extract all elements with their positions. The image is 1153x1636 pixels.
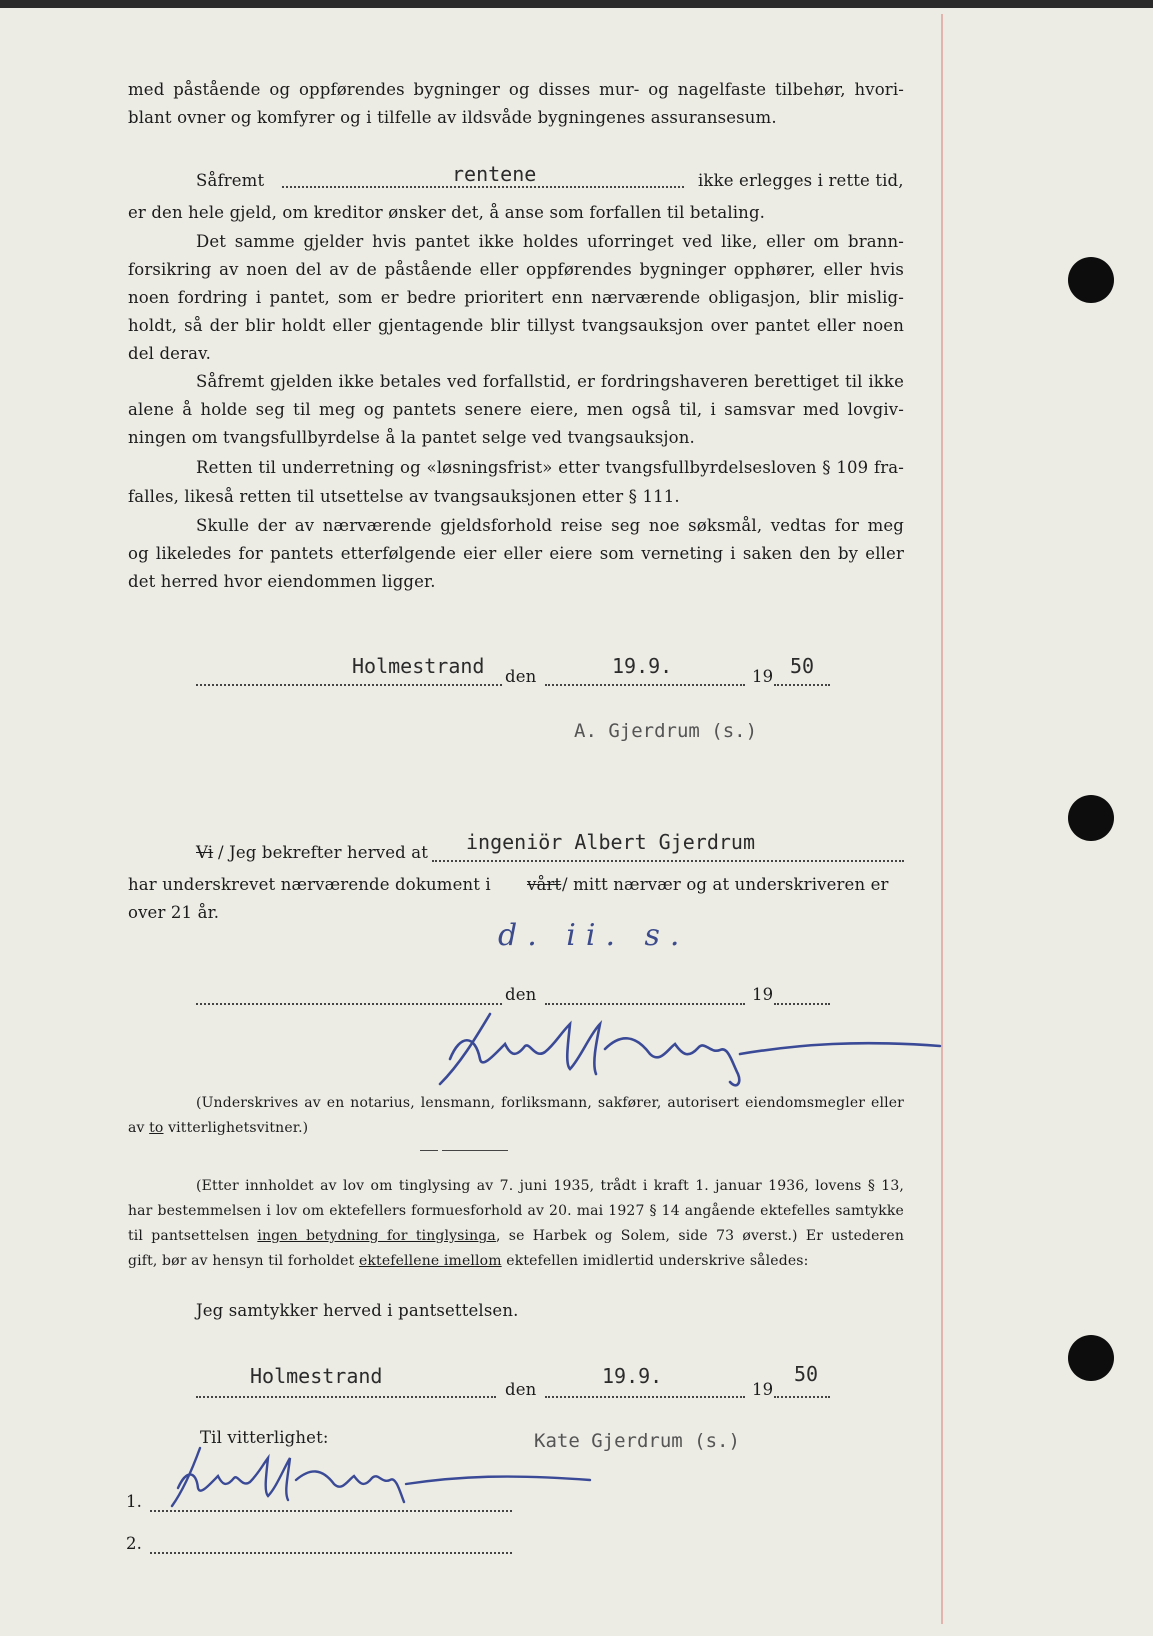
clause-6-line: det herred hvor eiendommen ligger. [128, 572, 436, 591]
fill-dots [545, 684, 745, 686]
fill-dots [545, 1396, 745, 1398]
year-prefix: 19 [752, 1380, 774, 1399]
clause-6-line: og likeledes for pantets etterfølgende eier eller eiere som verneting i saken den by eller [128, 544, 904, 563]
witness-number: 1. [126, 1492, 143, 1511]
fill-dots [196, 1396, 496, 1398]
handwritten-signature [150, 1440, 600, 1520]
fill-dots [432, 860, 904, 862]
note-1-line: (Underskrives av en notarius, lensmann, forliksmann, sakfører, autorisert eiendomsmegler eller [196, 1095, 904, 1111]
clause-1-line: med påstående og oppførendes bygninger og disses mur- og nagelfaste tilbehør, hvori- [128, 80, 904, 99]
den-label: den [505, 1380, 537, 1399]
note-2-line-2: har bestemmelsen i lov om ektefellers formuesforhold av 20. mai 1927 § 14 angående ektefelles samtykke [128, 1203, 904, 1219]
year-prefix: 19 [752, 985, 774, 1004]
punch-hole [1068, 1335, 1114, 1381]
witness-label: Til vitterlighet: [200, 1428, 329, 1447]
clause-2-prefix: Såfremt [196, 171, 265, 190]
struck-word: Vi [196, 843, 214, 862]
clause-5-line: falles, likeså retten til utsettelse av tvangsauksjonen etter § 111. [128, 487, 680, 506]
note-2-line-3b: , se Harbek og Solem, side 73 øverst.) Er ustederen [495, 1228, 904, 1244]
attest-line-2a: har underskrevet nærværende dokument i [128, 875, 491, 894]
den-label: den [505, 985, 537, 1004]
clause-3-line: noen fordring i pantet, som er bedre prioritert enn nærværende obligasjon, blir mislig- [128, 288, 904, 307]
punch-hole [1068, 795, 1114, 841]
note-2-line-4b: ektefellen imidlertid underskrive således: [506, 1253, 809, 1269]
fill-dots [774, 1396, 830, 1398]
fill-dots [774, 684, 830, 686]
date-value: 19.9. [612, 654, 673, 678]
clause-3-line: del derav. [128, 344, 212, 363]
fill-dots [196, 684, 502, 686]
place-holmestrand: Holmestrand [250, 1364, 383, 1388]
clause-5-line: Retten til underretning og «løsningsfrist» etter tvangsfullbyrdelsesloven § 109 fra- [196, 458, 904, 477]
clause-4-line: Såfremt gjelden ikke betales ved forfallstid, er fordringshaveren berettiget til ikke [196, 372, 904, 391]
typed-signature: A. Gjerdrum (s.) [574, 720, 758, 742]
typed-name: ingeniör Albert Gjerdrum [466, 830, 755, 854]
clause-3-line: holdt, så der blir holdt eller gjentagende blir tillyst tvangsauksjon over pantet eller noen [128, 316, 904, 335]
note-1-av: av [128, 1120, 150, 1136]
attest-line-2b: / mitt nærvær og at underskriveren er [562, 875, 889, 894]
struck-word: vårt [527, 875, 562, 894]
handwritten-initials: d. ii. s. [498, 918, 690, 953]
note-2-line-3-underlined: ingen betydning for tinglysinga [257, 1228, 496, 1244]
clause-2-continuation: er den hele gjeld, om kreditor ønsker det, å anse som forfallen til betaling. [128, 203, 766, 222]
clause-6-line: Skulle der av nærværende gjeldsforhold reise seg noe søksmål, vedtas for meg [196, 516, 904, 535]
scan-top-edge [0, 0, 1153, 8]
separator-dash [420, 1150, 438, 1151]
clause-1-line: blant ovner og komfyrer og i tilfelle av ildsvåde bygningenes assuransesum. [128, 108, 777, 127]
note-2-line-4-underlined: ektefellene imellom [358, 1253, 502, 1269]
margin-line [941, 14, 943, 1624]
witness-line [150, 1552, 512, 1554]
year-value: 50 [790, 654, 815, 678]
attest-prefix: / Jeg bekrefter herved at [218, 843, 428, 862]
note-2-line-3a: til pantsettelsen [128, 1228, 250, 1244]
note-2-line-1: (Etter innholdet av lov om tinglysing av 7. juni 1935, trådt i kraft 1. januar 1936, lovens § 13, [196, 1178, 904, 1194]
clause-4-line: ningen om tvangsfullbyrdelse å la pantet selge ved tvangsauksjon. [128, 428, 695, 447]
witness-line [150, 1510, 512, 1512]
separator-dash [442, 1150, 508, 1151]
clause-3-line: Det samme gjelder hvis pantet ikke holdes uforringet ved like, eller om brann- [196, 232, 904, 251]
consent-text: Jeg samtykker herved i pantsettelsen. [196, 1301, 519, 1320]
typed-signature: Kate Gjerdrum (s.) [534, 1430, 740, 1452]
year-value: 50 [794, 1362, 819, 1386]
den-label: den [505, 667, 537, 686]
handwritten-signature [420, 1004, 960, 1094]
year-prefix: 19 [752, 667, 774, 686]
note-2-line-4 [128, 1253, 808, 1269]
clause-2-suffix: ikke erlegges i rette tid, [698, 171, 904, 190]
note-1-rest: vitterlighetsvitner.) [163, 1120, 309, 1136]
punch-hole [1068, 257, 1114, 303]
note-1-to: to [149, 1120, 164, 1136]
fill-dots [282, 186, 684, 188]
date-value: 19.9. [602, 1364, 663, 1388]
clause-3-line: forsikring av noen del av de påstående eller oppførendes bygninger opphører, eller hvis [128, 260, 904, 279]
note-2-line-4a: gift, bør av hensyn til forholdet [128, 1253, 355, 1269]
note-1-line [128, 1120, 308, 1136]
note-2-line-3 [128, 1228, 904, 1244]
typed-rentene: rentene [452, 162, 537, 186]
clause-4-line: alene å holde seg til meg og pantets senere eiere, men også til, i samsvar med lovgiv- [128, 400, 904, 419]
witness-number: 2. [126, 1534, 143, 1553]
place-holmestrand: Holmestrand [352, 654, 485, 678]
attest-line-3: over 21 år. [128, 903, 220, 922]
